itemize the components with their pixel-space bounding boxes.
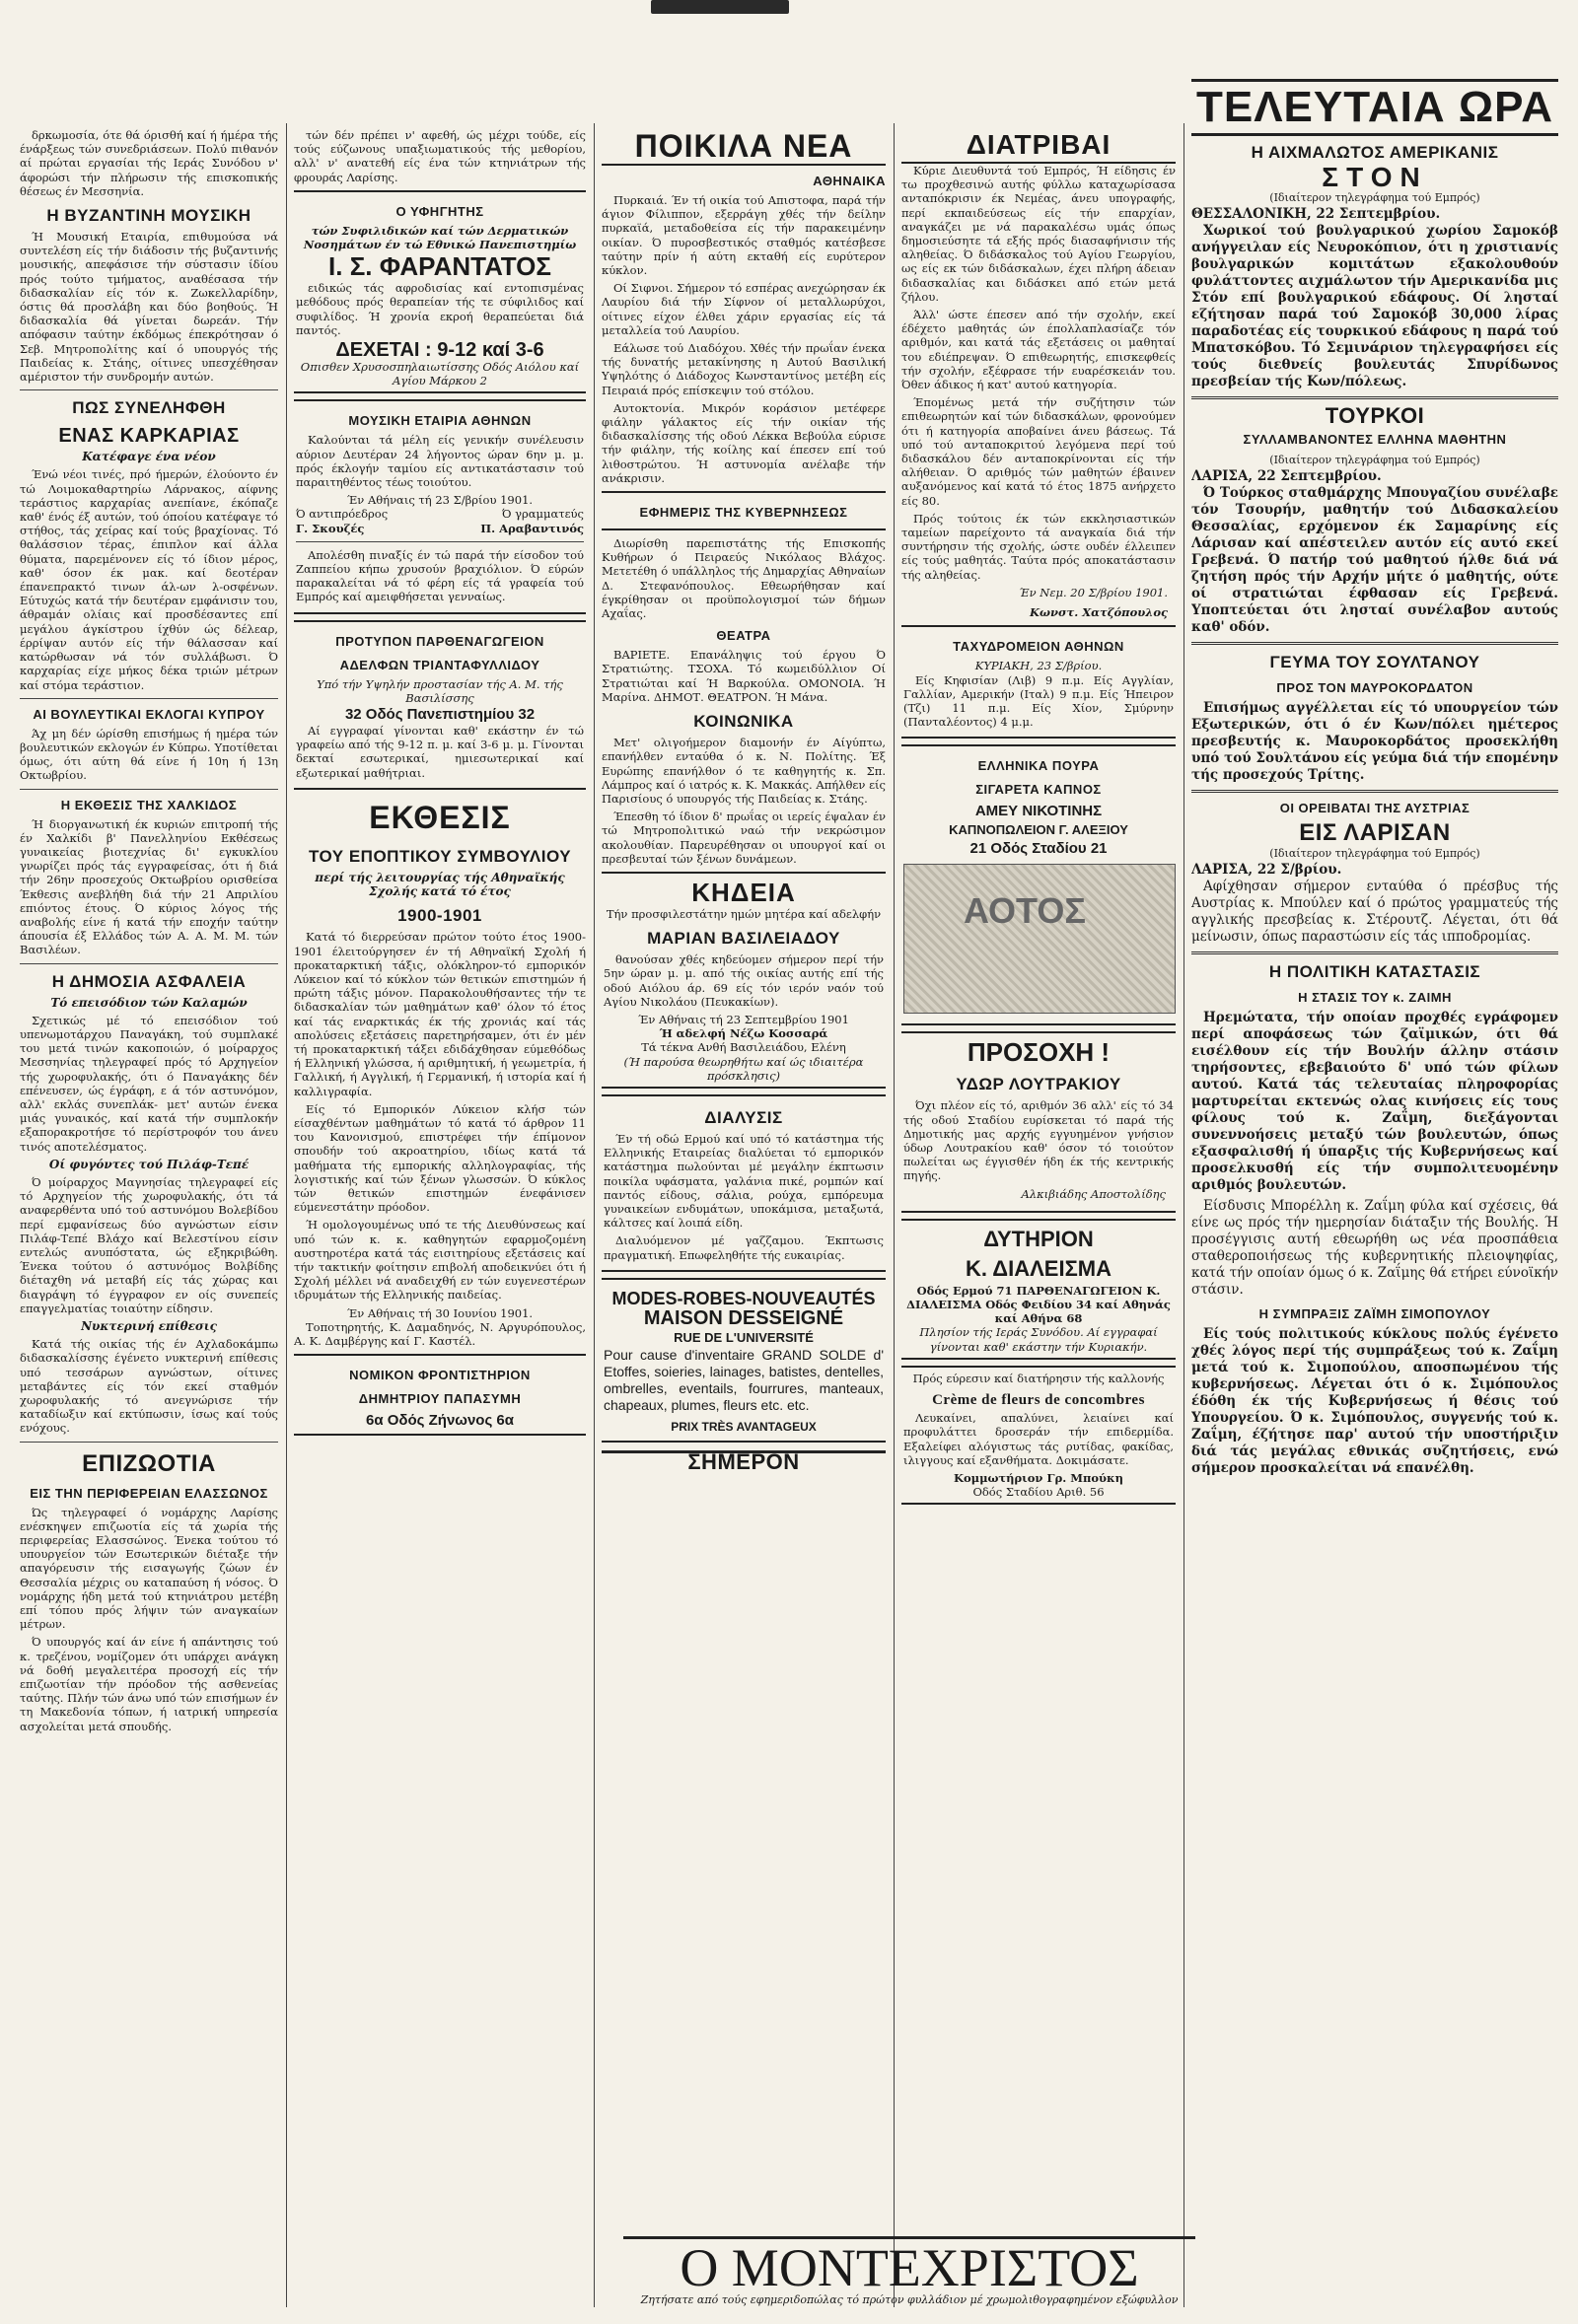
text-paragraph: Έν τή οδώ Ερμού καί υπό τό κατάστημα τής Ελληνικής Εταιρείας διαλύεται τό εμπορικόν κατάστημα πωλούνται μέ μεγάλην έκπτωσιν ποικίλα υφάσματα, γαλάνια πικέ, ρομπών καί παντός είδους, σάλια, ρούχα, εμπόρευμα γυναικείων ενδυμάτων, υποκάμισα, μεταξωτά, κάλτσες καί λοιπά είδη. [604, 1131, 884, 1231]
divider [20, 698, 278, 699]
section-subheading: Οί φυγόντες τού Πιλάφ-Τεπέ [48, 1157, 250, 1171]
advertisement [901, 1219, 1176, 1360]
section-heading: ΕΝΑΣ ΚΑΡΚΑΡΙΑΣ [58, 425, 240, 448]
section-subheading: ΑΘΗΝΑΙΚΑ [813, 174, 886, 188]
ad-title: ΠΡΟΣΟΧΗ ! [967, 1037, 1111, 1068]
telegram-place: ΛΑΡΙΣΑ, 22 Σεπτεμβρίου. [1191, 468, 1382, 484]
text-paragraph: Πρός τούτοις έκ τών εκκλησιαστικών ταμείων παρείχοντο τά αναγκαία διά τήν συντήρησιν τής σχολής, ώστε ουδέν έλλειπεν είς τούς μαθητάς. Ταύτα πρός αποκατάστασιν τής αληθείας. [901, 511, 1176, 582]
text-paragraph: Έπομένως μετά τήν συζήτησιν τών επιθεωρητών καί τών διδασκάλων, φρονούμεν ότι ή κατηγορία αποβαίνει άνευ βάσεως. Τά υπό τού ανταποκριτού λεγόμενα περί τού διδασκάλου δέν ανταποκρίνονται είς τήν αλήθειαν. Ό αριθμός τών μαθητών έβαινεν αυξανόμενος καί κατά τό έτος 1875 ανήρχετο είς 80. [901, 395, 1176, 508]
telegram-note: (Ιδιαίτερον τηλεγράφημα τού Εμπρός) [1269, 191, 1480, 204]
obituary-signature: Ή αδελφή Νέζω Κοσσαρά [659, 1026, 828, 1041]
obituary-note: (Ή παρούσα θεωρηθήτω καί ώς ιδιαιτέρα πρόσκλησις) [623, 1054, 864, 1083]
column-3 [602, 128, 886, 2218]
text-line: Τήν προσφιλεστάτην ημών μητέρα καί αδελφήν [606, 906, 882, 921]
text-paragraph: Ένώ νέοι τινές, πρό ήμερών, έλούοντο έν τώ Λοιμοκαθαρτηρίω Λάρνακος, αίφνης τεράστιος καρχαρίας ανεπίανε, έκόπαζε καθ' ένός έξ αυτών, τού όποίου κατέφαγε τό στήθος, τάς χείρας καί τούς βραχίονας. Τό θαλάσσιον τέρας, έπιπλον καί άλλα θύματα, παρεμένονεν είς τό ίδιον μέρος, καθ' όσον έκ μακ. καί δεοτέραν έπανεπρακτό τινων άλ-ων λ-οσφένων. Εύτυχώς κατά τήν δευτέραν εμφάνισιν του, άθραμάν ολίαις καί προσδέσαντες επί μεγάλου άγκίστρου ίχθύν ώς δέλεαρ, έρρίψαν αυτόν είς τήν θάλασσαν καί κατώρθωσαν νά τόν συλλάβωσι. Ό καρχαρίας είχε μήκος δέκα τριών μέτρων καί στόμα τεράστιον. [20, 467, 278, 692]
ad-price: PRIX TRÈS AVANTAGEUX [671, 1419, 817, 1434]
section-heading: Η ΠΟΛΙΤΙΚΗ ΚΑΤΑΣΤΑΣΙΣ [1268, 962, 1481, 981]
ad-subheading: τών Συφιλιδικών καί τών Δερματικών Νοσημάτων έν τώ Εθνικώ Πανεπιστημίω [303, 223, 577, 252]
text-paragraph: Επισήμως αγγέλλεται είς τό υπουργείον τών Εξωτερικών, ότι ό έν Κων/πόλει ημέτερος πρεσβευτής κ. Μαυροκορδάτος προσεκλήθη υπό τού Σουλτάνου είς γεύμα διά τήν επομένην τής προσεχούς Τρίτης. [1191, 700, 1558, 783]
masthead-strip [651, 0, 789, 14]
section-heading: ΚΟΙΝΩΝΙΚΑ [693, 712, 794, 732]
section-heading: ΘΕΑΤΡΑ [716, 628, 771, 644]
ad-signature: Κομμωτήριον Γρ. Μπούκη [953, 1470, 1123, 1485]
section-heading: Η ΑΙΧΜΑΛΩΤΟΣ ΑΜΕΡΙΚΑΝΙΣ [1251, 143, 1499, 162]
section-heading: ΤΟΥΡΚΟΙ [1325, 403, 1425, 428]
section-subheading: ΚΥΡΙΑΚΗ, 23 Σ/βρίου. [974, 659, 1103, 673]
ad-address: 6α Οδός Ζήνωνος 6α [366, 1412, 514, 1430]
section-heading: ΟΙ ΟΡΕΙΒΑΤΑΙ ΤΗΣ ΑΥΣΤΡΙΑΣ [1279, 801, 1470, 815]
text-paragraph: Είς Κηφισίαν (Λιβ) 9 π.μ. Είς Αγγλίαν, Γαλλίαν, Αμερικήν (Ιταλ) 9 π.μ. Είς Ήπειρον (Τζι) 11 π.μ. Είς Χίον, Σμύρνην (Πανταλέοντος) 4 μ.μ. [903, 672, 1174, 730]
ad-heading: ΔΗΜΗΤΡΙΟΥ ΠΑΠΑΣΥΜΗ [358, 1391, 522, 1407]
newspaper-page [20, 0, 1558, 2324]
column-rule [594, 123, 595, 2307]
text-paragraph: Άχ μη δέν ώρίσθη επισήμως ή ημέρα τών βουλευτικών εκλογών έν Κύπρω. Υποτίθεται όμως, ότι αύτη θά είνε ή 10η ή 13η Οκτωβρίου. [20, 726, 278, 783]
ad-title: ΑΜΕΥ ΝΙΚΟΤΙΝΗΣ [974, 803, 1103, 820]
column-5 [1191, 79, 1558, 2263]
section-box [901, 625, 1176, 739]
obituary-name: ΜΑΡΙΑΝ ΒΑΣΙΛΕΙΑΔΟΥ [647, 929, 840, 949]
advertisement [294, 620, 586, 790]
section-heading: ΣΤΟΝ [1322, 162, 1428, 192]
advertisement [901, 1366, 1176, 1506]
section-heading: ΤΕΛΕΥΤΑΙΑ ΩΡΑ [1191, 79, 1558, 136]
text-paragraph: Κύριε Διευθυντά τού Εμπρός, Ή είδησις έν τω προχθεσινώ αυτής φύλλω καταχωρίσασα ανταπόκρισιν έκ Νεμέας, άνευ υπογραφής, περί εκπαιδεύσεως είς τήν επαρχίαν, αναγκάζει με νά παρακαλέσω υμάς όπως δημοσιεύσητε τά εξής πρός διασαφήνισιν τής αληθείας. Ό διδάσκαλος τού Αγίου Γεωργίου, ως είς εκ τών διδάσκαλων, έχει πλήρη άδειαν διδασκαλίας και διδάσκει από ετών μετά ζήλου. [901, 164, 1176, 304]
ad-title: Crème de fleurs de concombres [932, 1391, 1145, 1408]
ad-title: MAISON DESSEIGNÉ [643, 1306, 844, 1329]
text-paragraph: ΒΑΡΙΕΤΕ. Επανάληψις τού έργου Ό Στρατιώτης. ΤΣΟΧΑ. Τό κωμειδύλλιον Οί Στρατιώται καί Ή Βαρκούλα. ΟΜΟΝΟΙΑ. Ή Μαρίνα. ΔΗΜΟΤ. ΘΕΑΤΡΟΝ. Ή Μάνα. [602, 648, 886, 704]
text-paragraph: Ηρεμώτατα, τήν οποίαν προχθές εγράφομεν περί αποφάσεως τών ζαϊμικών, ότι θά εισέλθουν είς τήν Βουλήν άλλην στάσιν τηρήσοντες, εβεβαιούτο δ' υπό τών φίλων αυτού. Κατά τάς τελευταίας πληροφορίας μαρτυρείται εκτενώς ολας κινήσεις είς τους φίλους τού κ. Ζαΐμη, διεξάγονται συνεννοήσεις μεταξύ τών βουλευτών, όπως εξασφαλισθή ή ύπαρξις τής Κυβερνήσεως καί προσελκυσθή είς τήν συμπολιτευομένην αριθμός βουλευτών. [1191, 1010, 1558, 1193]
telegram-place: ΘΕΣΣΑΛΟΝΙΚΗ, 22 Σεπτεμβρίου. [1191, 206, 1441, 222]
section-heading: ΕΚΘΕΣΙΣ [369, 799, 511, 835]
ad-signatures [296, 507, 584, 534]
obituary-heading: ΚΗΔΕΙΑ [691, 877, 796, 907]
ad-address: 21 Οδός Σταδίου 21 [969, 840, 1108, 858]
letter-signature: Κωνστ. Χατζόπουλος [1030, 605, 1168, 620]
advertisement [294, 1354, 586, 1436]
telegram-place: ΛΑΡΙΣΑ, 22 Σ/βρίου. [1191, 862, 1342, 878]
section-heading: ΤΟΥ ΕΠΟΠΤΙΚΟΥ ΣΥΜΒΟΥΛΙΟΥ [308, 846, 572, 866]
news-item: Οί Σιφνοι. Σήμερον τό εσπέρας ανεχώρησαν έκ Λαυρίου διά τήν Σίφνον οί μεταλλωρύχοι, οίτινες είχον έλθει χάριν εργασίας είς τά μεταλλεία τού Λαυρίου. [602, 281, 886, 337]
ad-heading: ΜΟΥΣΙΚΗ ΕΤΑΙΡΙΑ ΑΘΗΝΩΝ [348, 413, 532, 429]
signature-block [480, 507, 584, 534]
column-1 [20, 128, 278, 2312]
text-paragraph: Αφίχθησαν σήμερον ενταύθα ό πρέσβυς τής Αυστρίας κ. Μπούλεν καί ό πρώτος γραμματεύς τής αγγλικής πρεσβείας κ. Στέρουτζ. Λέγεται, ότι θά μείνωσιν, όπως παραστώσιν είς τάς ιπποδρομίας. [1191, 879, 1558, 945]
text-paragraph: Λευκαίνει, απαλύνει, λειαίνει καί προφυλάττει δροσεράν τήν επιδερμίδα. Εξαλείφει αλόγιστως τάς ρυτίδας, φακίδας, ιλιγγους καί εξανθήματα. Δοκιμάσατε. [903, 1411, 1174, 1467]
advertisement [901, 744, 1176, 1025]
section-heading: ΣΥΛΛΑΜΒΑΝΟΝΤΕΣ ΕΛΛΗΝΑ ΜΑΘΗΤΗΝ [1243, 432, 1507, 447]
telegram-note: (Ιδιαίτερον τηλεγράφημα τού Εμπρός) [1269, 847, 1480, 860]
text-paragraph: Ό υπουργός καί άν είνε ή απάντησις τού κ. τρεζένου, νομίζομεν ότι υπάρχει ανάγκη νά δοθή μεγαλειτέρα προσοχή είς τήν επιζωοτίαν τήν πρόοδον τής ασθενείας ταύτης. Πλήν τών άνω υπό τών επισήμων έν τη Μακεδονία τόπων, ή ιατρική υπηρεσία ασχολείται μετά σπουδής. [20, 1635, 278, 1733]
text-paragraph: Pour cause d'inventaire GRAND SOLDE d' Etoffes, soieries, lainages, batistes, dentelles, ombrelles, eventails, fourrures, manteaux, chapeaux, plumes, fleurs etc. etc. [604, 1346, 884, 1413]
ad-heading: ΑΔΕΛΦΩΝ ΤΡΙΑΝΤΑΦΥΛΛΙΔΟΥ [339, 657, 540, 672]
ad-title: Κ. ΔΙΑΛΕΙΣΜΑ [966, 1255, 1112, 1281]
divider [1191, 951, 1558, 954]
section-heading: ΔΙΑΤΡΙΒΑΙ [901, 128, 1176, 164]
ad-subheading: Πρός εύρεσιν καί διατήρησιν τής καλλονής [912, 1371, 1165, 1385]
section-heading: ΠΟΙΚΙΛΑ ΝΕΑ [602, 128, 886, 166]
section-heading: ΤΑΧΥΔΡΟΜΕΙΟΝ ΑΘΗΝΩΝ [953, 639, 1124, 655]
signature-role: Ό αντιπρόεδρος [296, 507, 389, 522]
section-heading: ΕΦΗΜΕΡΙΣ ΤΗΣ ΚΥΒΕΡΝΗΣΕΩΣ [639, 505, 848, 521]
text-paragraph: Άλλ' ώστε έπεσεν από τήν σχολήν, εκεί έδέχετο μαθητάς ών έπολλαπλασίαζε τόν αριθμόν, και κατά τάς εξετάσεις οι μαθηταί του εδιέπρεψαν. Ό επιθεωρητής, επισκεφθείς τήν σχολήν, εξέφρασε τήν ευαρέσκειάν του. Όθεν άδικος ή κατ' αυτού κατηγορία. [901, 308, 1176, 392]
ad-subheading: Υπό τήν Υψηλήν προστασίαν τής Α. Μ. τής Βασιλίσσης [317, 676, 563, 705]
telegram-note: (Ιδιαίτερον τηλεγράφημα τού Εμπρός) [1269, 454, 1480, 466]
section-heading: ΕΠΙΖΩΟΤΙΑ [82, 1449, 216, 1477]
report-signatories: Τοποτηρητής, Κ. Δαμαδηνός, Ν. Αργυρόπουλος, Α. Κ. Δαμβέργης καί Γ. Καστέλ. [294, 1319, 586, 1348]
text-paragraph: Αί εγγραφαί γίνονται καθ' εκάστην έν τώ γραφείω από τής 9-12 π. μ. καί 3-6 μ. μ. Γίνονται δεκταί εσωτερικαί, ημιεσωτερικαί καί εξωτερικαί μαθήτριαι. [296, 724, 584, 780]
signature-name: Π. Αραβαντινός [480, 521, 584, 535]
obituary [602, 872, 886, 1089]
text-paragraph: Ή ομολογουμένως υπό τε τής Διευθύνσεως καί υπό τών κ. κ. καθηγητών εφαρμοζομένη αυστηροτέρα κατά τάς εισιτηρίους εξετάσεις καί τήν τακτικήν φοίτησιν επιβολή αποδεικνύει ότι ή Σχολή μέλλει νά αναδειχθή εν τών ευγενεστέρων ιδρυμάτων τής Ελληνικής παιδείας. [294, 1218, 586, 1303]
advertisement [294, 190, 586, 394]
advertisement [901, 1031, 1176, 1212]
text-paragraph: Ώς τηλεγραφεί ό νομάρχης Λαρίσης ενέσκηψεν επιζωοτία είς τά χωρία τής περιφερείας Ελασσώνος. Ένεκα τούτου τό υπουργείον τών Εσωτερικών διέταξε τήν απαγόρευσιν τής εισαγωγής ζώων έν Θεσσαλία μέχρις ου καταπαύση ή νόσος. Ό νομάρχης ήδη μετά τού κτηνιάτρου μετέβη επί τόπου πρός λήψιν τών αναγκαίων μέτρων. [20, 1505, 278, 1632]
obituary-date: Έν Αθήναις τή 23 Σεπτεμβρίου 1901 [638, 1012, 849, 1026]
report-date: Έν Αθήναις τή 30 Ιουνίου 1901. [346, 1305, 534, 1320]
column-rule [894, 123, 895, 2307]
ad-address: RUE DE L'UNIVERSITÉ [674, 1329, 814, 1345]
ad-address: Οδός Ερμού 71 ΠΑΡΘΕΝΑΓΩΓΕΙΟΝ Κ. ΔΙΑΛΕΙΣΜΑ Οδός Φειδίου 34 καί Αθηνάς καί Αθήνα 68 [906, 1283, 1171, 1326]
section-heading: ΠΩΣ ΣΥΝΕΛΗΦΘΗ [72, 398, 226, 418]
text-paragraph: θανούσαν χθές κηδεύομεν σήμερον περί τήν 5ην ώραν μ. μ. από τής οικίας αυτής επί τής οδού Αιόλου άρ. 69 είς τόν ιερόν ναόν τού Αγίου Νικολάου (Πευκακίων). [604, 952, 884, 1009]
ad-heading: ΕΛΛΗΝΙΚΑ ΠΟΥΡΑ [977, 758, 1100, 774]
column-2 [294, 128, 586, 2312]
text-paragraph: Κατά τό διερρεύσαν πρώτον τούτο έτος 1900-1901 έλειτούργησεν έν τή Αθηναϊκή Σχολή ή προκαταρκτική τάξις, ολόκληρον-τό εμπορικόν Λύκειον καί τό κύκλον τών θετικών επιστημών ή πρώτη τάξις μόνον. Παρακολουθήσαντες τήν τε διδασκαλίαν τών μαθημάτων καθ' όλον τό έτος καί τάς εναρκτικάς έκ τής χρονιάς καί τάς απολύσεις εξετάσεις παρετηρήσαμεν, ότι έν μέν τή προκαταρκτική τάξει εδιδάχθησαν εύμεθόδως ή Ελληνική γλώσσα, ή αριθμητική, ή γεωμετρία, ή Γαλλική, ή Αγγλική, ή Γερμανική, ή ιστορία καί ή καλλιγραφία. [294, 930, 586, 1098]
text-paragraph: δρκωμοσία, ότε θά όρισθή καί ή ήμέρα τής ένάρξεως τών συνεδριάσεων. Πολύ πιθανόν αί πρώται εργασίαι τής Ιεράς Συνόδου ν' άφορώσι τήν πλήρωσιν τής επισκοπικής θέσεως έν Μεσσηνία. [20, 128, 278, 198]
section-heading: Η ΕΚΘΕΣΙΣ ΤΗΣ ΧΑΛΚΙΔΟΣ [60, 797, 238, 812]
text-paragraph: Ό μοίραρχος Μαγνησίας τηλεγραφεί είς τό Αρχηγείον τής χωροφυλακής, ότι τά αναφερθέντα υπό τού αστυνόμου Βολεβίδου περί εμφανίσεως δύο αγνώστων είσιν Πιλάφ-Τεπέ Βλάχο καί Βελεστίνου είσιν εντελώς ανυπόστατα, ώς εξηκριβώθη. Ένεκα τούτου ό αστυνόμος Βολβίδης διέταχθη νά μεταβή είς τάς χώρας και διαγράψη τό έγγραφον εν οίς συνεπείς επαγγελματίας τοιαύτην είδησιν. [20, 1174, 278, 1315]
text-paragraph: Απολέσθη πιναξίς έν τώ παρά τήν είσοδον τού Ζαππείου κήπω χρυσούν βραχιόλιον. Ό εύρών παρακαλείται νά τό φέρη είς τά γραφεία τού Εμπρός καί αμειφθήσεται γενναίως. [296, 547, 584, 604]
divider [1191, 642, 1558, 645]
section-subheading: Τό επεισόδιον τών Καλαμών [50, 995, 248, 1010]
ad-date: Έν Αθήναις τή 23 Σ/βρίου 1901. [346, 493, 534, 508]
ad-heading: ΔΙΑΛΥΣΙΣ [704, 1107, 783, 1127]
advertisement [602, 1094, 886, 1272]
text-paragraph: Όχι πλέον είς τό, αριθμόν 36 αλλ' είς τό 34 τής οδού Σταδίου ευρίσκεται τό παρά τής Δημοτικής μας αρχής εγγυημένον γνήσιον ύδωρ Λουτρακίου καθ' όσον τό τοιούτον πωλείται ως έγγισθέν ήδη έκ τής κεντρικής πηγής. [903, 1098, 1174, 1183]
feature-subtitle: Ζητήσατε από τούς εφημεριδοπώλας τό πρώτον φυλλάδιον μέ χρωμολιθογραφημένον εξώφυλλον [640, 2293, 1179, 2306]
ad-heading: ΠΡΟΤΥΠΟΝ ΠΑΡΘΕΝΑΓΩΓΕΙΟΝ [335, 633, 544, 649]
ad-hours: ΔΕΧΕΤΑΙ : 9-12 καί 3-6 [335, 339, 544, 362]
section-box [602, 491, 886, 530]
news-item: Εάλωσε τού Διαδόχου. Χθές τήν πρωΐαν ένεκα τής δυνατής μετακίνησης η Αυτού Βασιλική Υψηλότης ό Διάδοχος Κωνσταντίνος μετέβη είς Πειραιά πρός επίσκεψιν τού στόλου. [602, 341, 886, 397]
ad-shop: ΚΑΠΝΟΠΩΛΕΙΟΝ Γ. ΑΛΕΞΙΟΥ [949, 822, 1128, 838]
divider [20, 1442, 278, 1443]
column-4 [901, 128, 1176, 2218]
signature-block [296, 507, 388, 534]
feature-title: Ο ΜΟΝΤΕΧΡΙΣΤΟΣ [623, 2236, 1195, 2296]
text-paragraph: Χωρικοί τού βουλγαρικού χωρίου Σαμοκόβ ανήγγειλαν είς Νευροκόπιον, ότι η χριστιανίς βουλγαρικών κομιτάτων εξακολουθούν φυλάττοντες αιχμάλωτον τήν Αμερικανίδα μις Στόν επί βουλγαρικού εδάφους. Οί λησταί εζήτησαν παρά τού Σαμοκόβ 30,000 λίρας παραδοτέας είς τουρκικού εδάφους η παρά τού Μπατσκόβου. Τό Σεμινάριον τηλεγραφήσει είς τούς διεθνείς βουλευτάς Σπυρίδωνος πρεσβείαν τής Κων/πόλεως. [1191, 223, 1558, 389]
ad-address: Οπισθεν Χρυσοσπηλαιωτίσσης Οδός Αιόλου καί Αγίου Μάρκου 2 [300, 360, 580, 388]
ad-note: Πλησίον τής Ιεράς Συνόδου. Αί εγγραφαί γίνονται καθ' εκάστην τήν Κυριακήν. [919, 1325, 1158, 1354]
ad-heading: ΥΔΩΡ ΛΟΥΤΡΑΚΙΟΥ [956, 1075, 1121, 1094]
ad-signature: Αλκιβιάδης Αποστολίδης [1021, 1186, 1166, 1201]
column-rule [286, 123, 287, 2307]
divider [20, 789, 278, 790]
divider [1191, 790, 1558, 793]
text-paragraph: ειδικώς τάς αφροδισίας καί εντοπισμένας μεθόδους πρός θεραπείαν τής τε σύφιλιδος καί συφιλίδος. Ή χρονία εκροή θεραπεύεται διά παντός. [296, 281, 584, 337]
section-subheading: Κατέφαγε ένα νέον [82, 450, 216, 464]
section-heading: ΣΗΜΕΡΟΝ [602, 1450, 886, 1469]
obituary-signature: Τά τέκνα Ανθή Βασιλειάδου, Ελένη [641, 1040, 846, 1055]
text-paragraph: Διαλυόμενον μέ γαζζαμου. Έκπτωσις πραγματική. Επωφεληθήτε τής ευκαιρίας. [604, 1233, 884, 1262]
section-heading: Η ΒΥΖΑΝΤΙΝΗ ΜΟΥΣΙΚΗ [46, 206, 251, 226]
text-paragraph: Είς τό Εμπορικόν Λύκειον κλήσ τών είσαχθέντων μαθημάτων τό κατά τό άρθρον 11 του Κανονισμού, επιστρέφει τήν έπίμονον σπουδήν τού ακροατηρίου, ιδίως κατά τά μαθήματα τής εμπορικής αλληλογραφίας, τής λογιστικής καί τών ξένων γλωσσών. Ό κύκλος τών θετικών επιστημών ένεφάνισεν εύμενεστάτην πρόοδον. [294, 1101, 586, 1215]
divider [296, 541, 584, 542]
ad-title: Ι. Σ. ΦΑΡΑΝΤΑΤΟΣ [328, 251, 551, 282]
signature-name: Γ. Σκουζές [296, 521, 365, 535]
advertisement [602, 1278, 886, 1443]
ad-title: ΔΥΤΗΡΙΟΝ [983, 1226, 1094, 1251]
text-paragraph: Έπεσθη τό ίδιον δ' πρωΐας οι ιερείς έψαλαν έν τώ Μητροπολιτικώ ναώ τήν νεκρώσιμον ακολουθίαν. Παρευρέθησαν οι υπουργοί καί οι πρεσβευταί τών ξένων δυνάμεων. [602, 810, 886, 866]
ad-address: 32 Οδός Πανεπιστημίου 32 [344, 706, 536, 724]
section-subheading: περί τής λειτουργίας τής Αθηναϊκής Σχολής κατά τό έτος [315, 870, 565, 899]
text-paragraph: Διωρίσθη παρεπιστάτης τής Επισκοπής Κυθήρων ό Πειραεύς Νικόλαος Βλάχος. Μετετέθη ό υπάλληλος τής Δημαρχίας Αθηναίων Δ. Στεφανόπουλος. Εθεωρήθησαν καί έγκρίθησαν οι προϋπολογισμοί τών δήμων Αχαΐας. [602, 536, 886, 621]
section-heading: ΠΡΟΣ ΤΟΝ ΜΑΥΡΟΚΟΡΔΑΤΟΝ [1276, 680, 1473, 695]
text-paragraph: Κατά τής οικίας τής έν Αχλαδοκάμπω διδασκαλίσσης έγένετο νυκτερινή επίθεσις υπό τεσσάρων αγνώστων, οίτινες μεταβάντες είς τόν εκεί σταθμόν χωροφυλακής τό ανεγνώρισε τήν καταδίωξιν καί εκτύπωσιν, ίσως καί τούς ενόχους. [20, 1337, 278, 1436]
section-heading: Η ΔΗΜΟΣΙΑ ΑΣΦΑΛΕΙΑ [51, 971, 247, 991]
section-heading: ΕΙΣ ΛΑΡΙΣΑΝ [1299, 819, 1451, 846]
text-paragraph: Είς τούς πολιτικούς κύκλους πολύς έγένετο χθές λόγος περί τής συμπράξεως τού κ. Ζαΐμη μετά τού κ. Σιμοπούλου, αποσπωμένου τής κυβερνήσεως. Λέγεται ότι ό κ. Σιμόπουλος έδόθη έκ τής Κυβερνήσεως ή θέσις τού Υπουργείου. Ό κ. Σιμόπουλος, συγγενής τού κ. Ζαΐμη, έζήτησε παρ' αυτού τήν υποστήριξιν διά τάς μεγάλας εθνικάς συζητήσεις, ενώ σήμερον προσκαλείται νά επανέλθη. [1191, 1326, 1558, 1476]
text-paragraph: Σχετικώς μέ τό επεισόδιον τού υπενωμοτάρχου Παναγάκη, τού συμπλακέ του μετά τινών κακοποιών, ό μοίραρχος Μεσσηνίας τηλεγραφεί πρός τό Αρχηγείον τής χωροφυλακής, ότι ό Παναγάκης δέν επένευσεν, ώς έγράφη, ε ά τόν αστυνόμον, αλλ' εκλάς συνεπλάκ- μετ' αυτών ένεκα μιάς γυναικός, καί κατά τήν συμπλοκήν εξαπορακροτήσε τό περίστροφόν του άνευ τινός αποτελέσματος. [20, 1013, 278, 1154]
news-item: Πυρκαιά. Έν τή οικία τού Απιστοφα, παρά τήν άγιον Φίλιππον, εξερράγη χθές τήν δείλην πυρκαϊά, μεταδοθείσα είς τήν παρακειμένην οικίαν. Ό πυροσβεστικός σταθμός κατέσβεσε ταύτην πρίν ή αύτη εκταθή είς ευρύτερον κύκλον. [602, 193, 886, 278]
ad-heading: MODES-ROBES-NOUVEAUTÉS [611, 1288, 876, 1308]
text-paragraph: Είσδυσις Μπορέλλη κ. Ζαΐμη φύλα καί σχέσεις, θά είνε ως πρός τήν ημερησίαν διάταξιν τής Βουλής. Ή προσέγγισις αυτή εθεωρήθη ως νέα προσπάθεια σταθεροποιήσεως τής κυβερνητικής πλειοψηφίας, κατά τήν οποίαν όμως ό κ. Ζαΐμης θά ετήρει εύνοϊκήν στάσιν. [1191, 1198, 1558, 1298]
letter-date: Έν Νεμ. 20 Σ/βρίου 1901. [1019, 585, 1168, 599]
section-heading: ΕΙΣ ΤΗΝ ΠΕΡΙΦΕΡΕΙΑΝ ΕΛΑΣΣΩΝΟΣ [30, 1485, 268, 1501]
divider [20, 389, 278, 390]
ad-illustration [903, 864, 1176, 1014]
signature-role: Ό γραμματεύς [501, 507, 584, 522]
section-heading: ΓΕΥΜΑ ΤΟΥ ΣΟΥΛΤΑΝΟΥ [1269, 653, 1480, 671]
news-item: Αυτοκτονία. Μικρόν κοράσιον μετέφερε φιάλην γάλακτος είς τήν οικίαν τής διδασκαλίσσης τής οδού Λέκκα Βεβούλα εύρισε τήν φιάλην, τής κοίλης καί έπεσεν επί τού λιθοστρώτου. Ή αστυνομία ανέλαβε τήν ανάκρισιν. [602, 400, 886, 485]
text-paragraph: Ό Τούρκος σταθμάρχης Μπουγαζίου συνέλαβε τόν Τσουρήν, μαθητήν τού Διδασκαλείου Θεσσαλίας, ερχόμενον έκ Σαμαρίνης είς Λάρισαν καί απέστειλεν αυτόν είς αυτό εκεί Γρεβενά. Ό πατήρ τού μαθητού ήλθε διά νά ζητήση πρός τήν Αρχήν μήτε ό μαθητής, ούτε οί στρατιώται έφθασαν είς Γρεβενά. Υποπτεύεται ότι λησταί συνέλαβον αυτούς καθ' οδόν. [1191, 485, 1558, 635]
section-heading: ΑΙ ΒΟΥΛΕΥΤΙΚΑΙ ΕΚΛΟΓΑΙ ΚΥΠΡΟΥ [33, 706, 265, 722]
ad-address: Οδός Σταδίου Αριθ. 56 [972, 1485, 1105, 1500]
text-paragraph: Καλούνται τά μέλη είς γενικήν συνέλευσιν αύριον Δευτέραν 24 λήγοντος ώραν 6ην μ. μ. πρός έκλογήν ταμίου είς αντικατάστασιν τού παραιτηθέντος τέως τοιούτου. [296, 433, 584, 490]
ad-heading: ΣΙΓΑΡΕΤΑ ΚΑΠΝΟΣ [975, 782, 1102, 798]
text-paragraph: Ή Μουσική Εταιρία, επιθυμούσα νά συντελέση είς τήν διάδοσιν τής βυζαντινής μουσικής, απεφάσισε τήν σύστασιν ίδίου πρός τούτο τμήματος, αναθέσασα τήν διδασκαλίαν είς τόν κ. Ζωκελλαρίδην, όστις θά προσλάβη και δύο βοηθούς. Ή διδασκαλία θά γίνεται δωρεάν. Τήν απόφασιν ταύτην έκδόμως έπεκρότησαν ό Σεβ. Μητροπολίτης καί ό υπουργός τής Παιδείας κ. Στάης, οίτινες υπεσχέθησαν αμέριστον τήν συνδρομήν αυτών. [20, 230, 278, 385]
section-subheading: Νυκτερινή επίθεσις [81, 1319, 217, 1334]
section-subheading: Η ΣΥΜΠΡΑΞΙΣ ΖΑΪΜΗ ΣΙΜΟΠΟΥΛΟΥ [1258, 1306, 1491, 1321]
text-paragraph: τών δέν πρέπει ν' αφεθή, ώς μέχρι τούδε, είς τούς εύζωνους υπαξιωματικούς τής μεθορίου, αλλ' ν' ανατεθή είς ένα τών κτηνιάτρων τής φρουράς Λαρίσης. [294, 128, 586, 184]
divider [1191, 396, 1558, 399]
section-subheading: Η ΣΤΑΣΙΣ ΤΟΥ κ. ΖΑΙΜΗ [1298, 990, 1452, 1005]
illustration-label: ΑΟΤΟΣ [964, 890, 1086, 932]
text-paragraph: Μετ' ολιγοήμερον διαμονήν έν Αίγύπτω, επανήλθεν ενταύθα ό κ. Ν. Πολίτης. Έξ Ευρώπης επανήλθον ό τε καθηγητής κ. Σπ. Λάμπρος καί ό ιατρός κ. Κ. Μακκάς. Απήλθεν είς Παρισίους ό υπουργός τής Παιδείας κ. Στάης. [602, 736, 886, 806]
text-paragraph: Ή διοργανωτική έκ κυριών επιτροπή τής έν Χαλκίδι β' Πανελληνίου Εκθέσεως γυναικείας βιοτεχνίας δι' εγκυκλίου γνωρίζει πρός τάς εγγραφείσας, ότι ή διά τήν 26ην προσεχούς Οκτωβρίου ορισθείσα Έκθεσις ανεβλήθη διά τήν 21 Απριλίου επιόντος έτους. Ό κύριος λόγος τής αναβολής είνε ή κατά τήν εποχήν ταύτην άπουσία έξ Ελλάδος τών Α. Α. Μ. Μ. τών Βασιλέων. [20, 816, 278, 957]
divider [20, 963, 278, 964]
ad-heading: Ο ΥΦΗΓΗΤΗΣ [395, 203, 484, 219]
section-heading: 1900-1901 [397, 906, 482, 926]
advertisement [294, 399, 586, 613]
ad-heading: ΝΟΜΙΚΟΝ ΦΡΟΝΤΙΣΤΗΡΙΟΝ [349, 1368, 531, 1383]
